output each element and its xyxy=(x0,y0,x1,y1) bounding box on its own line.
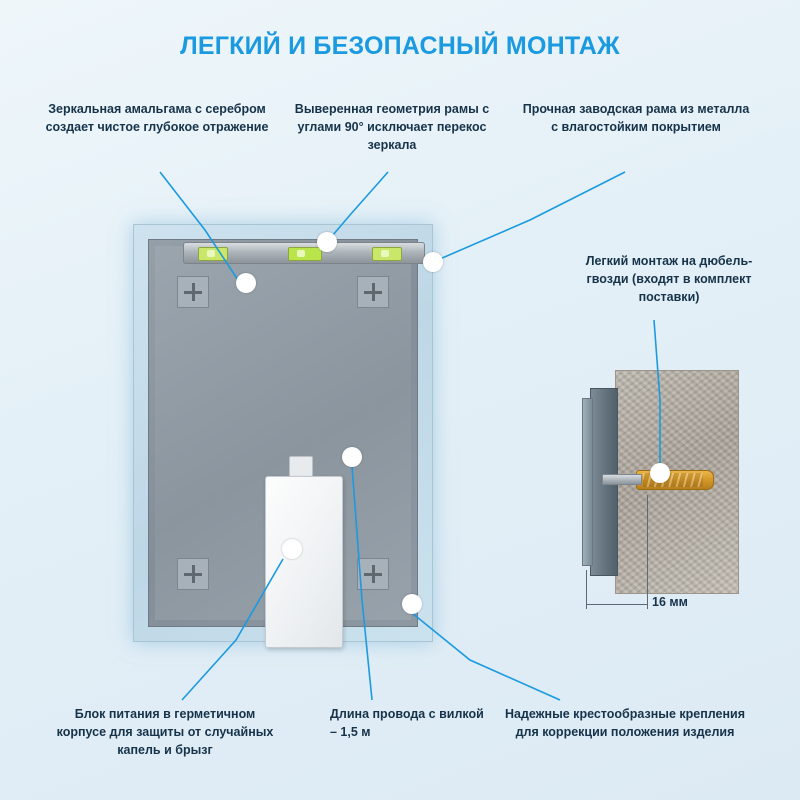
dot-frame xyxy=(423,252,443,272)
callout-mounting: Легкий монтаж на дюбель-гвозди (входят в комплект поставки) xyxy=(585,254,753,305)
callout-frame: Прочная заводская рама из металла с влагостойким покрытием xyxy=(522,102,750,135)
mirror-back-panel xyxy=(155,246,411,620)
dot-cable xyxy=(342,447,362,467)
dot-brackets xyxy=(402,594,422,614)
callout-amalgam: Зеркальная амальгама с серебром создает чистое глубокое отражение xyxy=(45,102,269,135)
dimension-tick-right xyxy=(647,495,648,608)
callout-power-unit: Блок питания в герметичном корпусе для защиты от случайных капель и брызг xyxy=(56,707,274,758)
power-supply-unit xyxy=(265,476,343,648)
cross-bracket-top-right xyxy=(357,276,389,308)
level-vial-right xyxy=(372,247,402,261)
level-vial-center xyxy=(288,247,322,261)
dot-power-unit xyxy=(282,539,302,559)
dimension-line xyxy=(586,604,648,605)
cross-bracket-bottom-right xyxy=(357,558,389,590)
dowel-nail xyxy=(636,470,714,490)
callout-brackets: Надежные крестообразные крепления для коррекции положения изделия xyxy=(504,707,746,740)
cross-bracket-top-left xyxy=(177,276,209,308)
dot-geometry xyxy=(317,232,337,252)
dimension-label: 16 мм xyxy=(652,595,688,609)
cross-bracket-bottom-left xyxy=(177,558,209,590)
callout-geometry: Выверенная геометрия рамы с углами 90° исключает перекос зеркала xyxy=(294,102,490,153)
spirit-level xyxy=(183,242,425,264)
mirror-frame xyxy=(148,239,418,627)
page-title: ЛЕГКИЙ И БЕЗОПАСНЫЙ МОНТАЖ xyxy=(180,32,620,60)
screw-shaft xyxy=(602,474,642,485)
callout-cable: Длина провода с вилкой – 1,5 м xyxy=(330,707,484,740)
dot-mounting xyxy=(650,463,670,483)
dot-amalgam xyxy=(236,273,256,293)
mirror-product xyxy=(133,224,433,642)
level-vial-left xyxy=(198,247,228,261)
mirror-edge-outer xyxy=(582,398,593,566)
